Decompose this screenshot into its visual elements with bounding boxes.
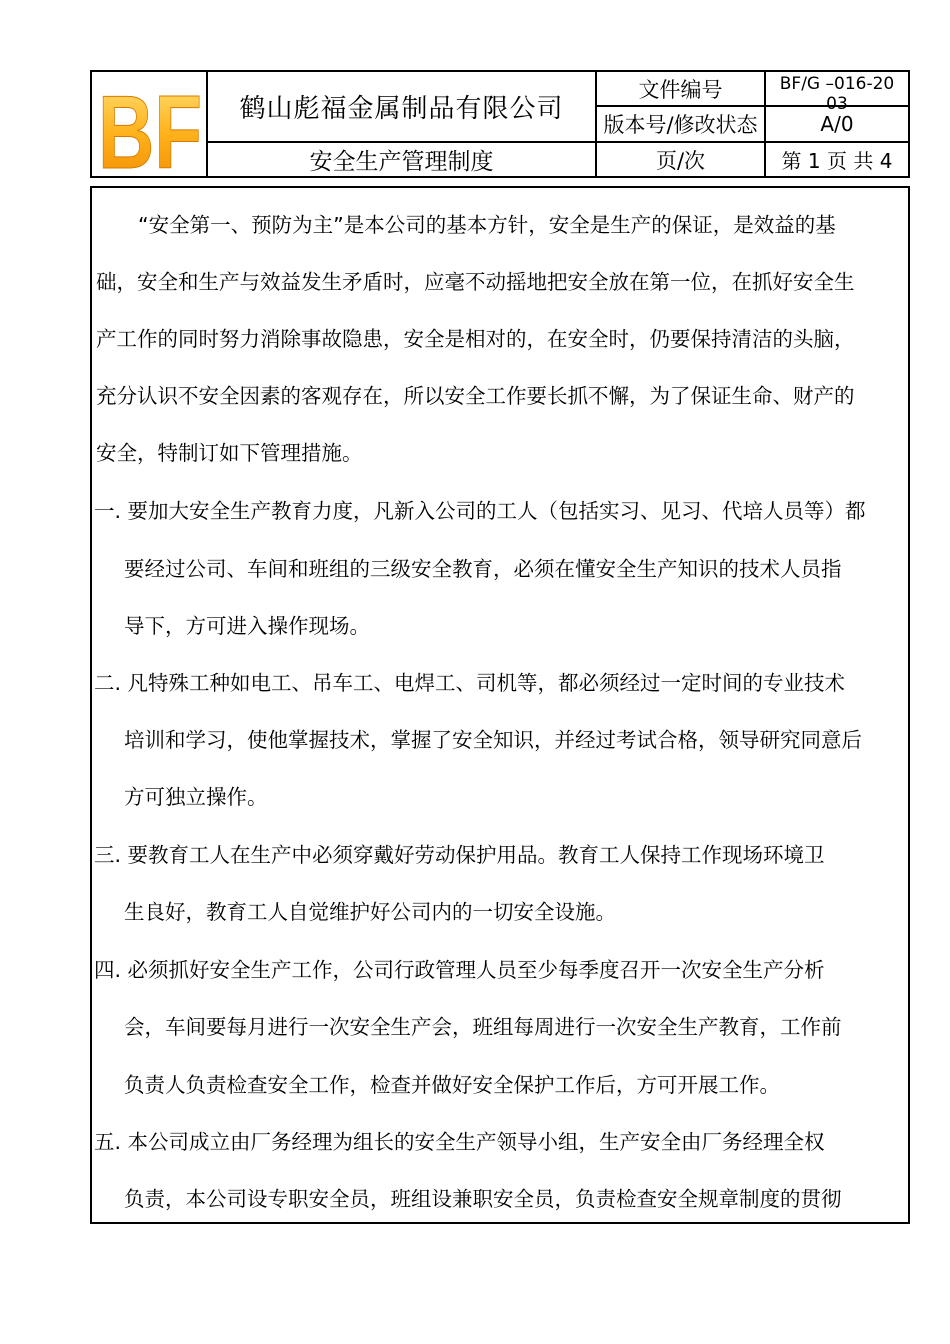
logo-text: BF <box>98 75 202 191</box>
document-body <box>90 186 910 1224</box>
company-logo <box>94 74 206 191</box>
intro-line: 安全，特制订如下管理措施。 <box>96 441 363 465</box>
item-4-line: 四. 必须抓好安全生产工作，公司行政管理人员至少每季度召开一次安全生产分析 <box>94 958 825 982</box>
item-1-line: 一. 要加大安全生产教育力度，凡新入公司的工人（包括实习、见习、代培人员等）都 <box>94 499 866 523</box>
version-label: 版本号/修改状态 <box>603 113 758 137</box>
intro-line: “安全第一、预防为主”是本公司的基本方针，安全是生产的保证，是效益的基 <box>138 213 836 237</box>
company-name: 鹤山彪福金属制品有限公司 <box>239 94 564 124</box>
item-2-line: 方可独立操作。 <box>124 785 268 809</box>
version-value: A/0 <box>820 112 854 136</box>
item-2-line: 二. 凡特殊工种如电工、吊车工、电焊工、司机等，都必须经过一定时间的专业技术 <box>94 671 846 695</box>
intro-line: 产工作的同时努力消除事故隐患，安全是相对的，在安全时，仍要保持清洁的头脑， <box>96 327 855 351</box>
item-3-line: 三. 要教育工人在生产中必须穿戴好劳动保护用品。教育工人保持工作现场环境卫 <box>94 843 825 867</box>
doc-number-value: BF/G –016-2003 <box>779 74 895 114</box>
document-header <box>90 70 910 191</box>
intro-line: 础，安全和生产与效益发生矛盾时，应毫不动摇地把安全放在第一位，在抓好安全生 <box>96 270 855 294</box>
item-4-line: 负责人负责检查安全工作，检查并做好安全保护工作后，方可开展工作。 <box>124 1073 780 1097</box>
item-2-line: 培训和学习，使他掌握技术，掌握了安全知识，并经过考试合格，领导研究同意后 <box>124 728 862 752</box>
item-5-line: 五. 本公司成立由厂务经理为组长的安全生产领导小组，生产安全由厂务经理全权 <box>94 1130 825 1154</box>
doc-number-cell <box>766 72 908 114</box>
doc-number-label: 文件编号 <box>638 77 723 102</box>
item-1-line: 导下，方可进入操作现场。 <box>124 614 370 638</box>
item-3-line: 生良好，教育工人自觉维护好公司内的一切安全设施。 <box>124 900 616 924</box>
page-label: 页/次 <box>655 148 706 173</box>
document-title: 安全生产管理制度 <box>309 149 494 175</box>
item-5-line: 负责，本公司设专职安全员，班组设兼职安全员，负责检查安全规章制度的贯彻 <box>124 1187 842 1211</box>
intro-line: 充分认识不安全因素的客观存在，所以安全工作要长抓不懈，为了保证生命、财产的 <box>96 384 855 408</box>
page-value: 第 1 页 共 4 <box>781 149 893 173</box>
item-4-line: 会，车间要每月进行一次安全生产会，班组每周进行一次安全生产教育，工作前 <box>124 1015 842 1039</box>
item-1-line: 要经过公司、车间和班组的三级安全教育，必须在懂安全生产知识的技术人员指 <box>124 557 842 581</box>
